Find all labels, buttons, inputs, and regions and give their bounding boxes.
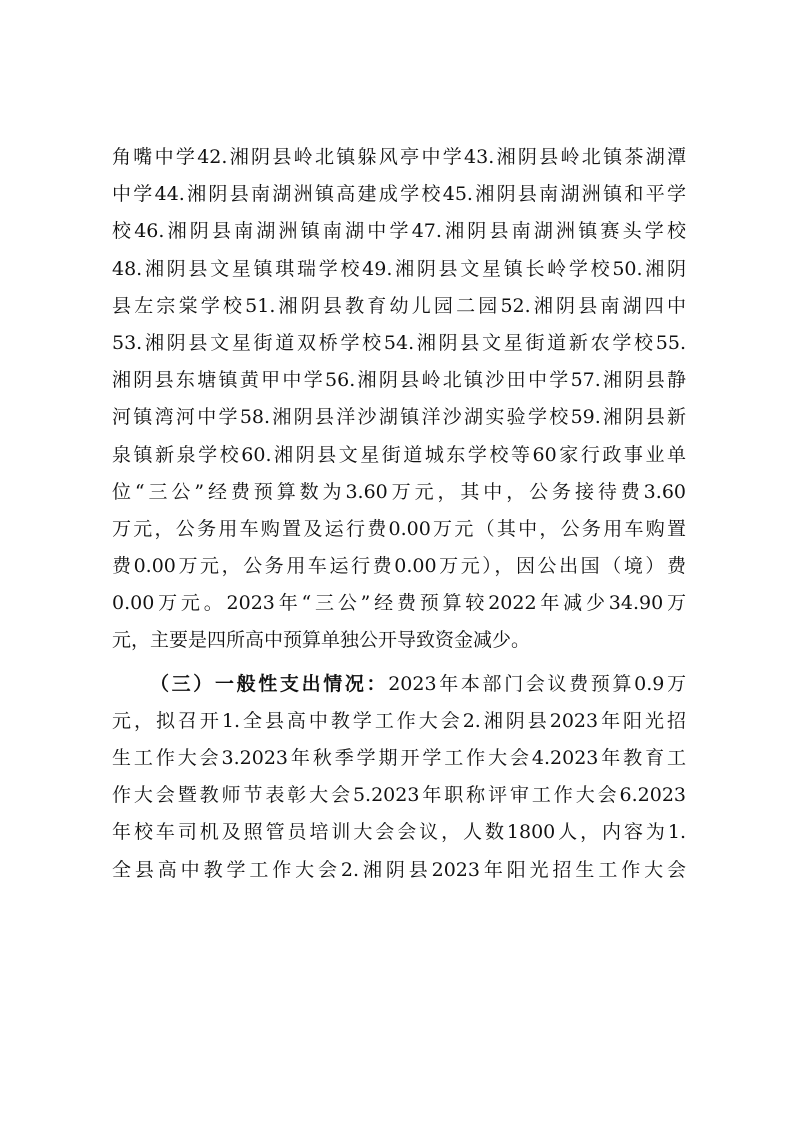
text-line: 县左宗棠学校51.湘阴县教育幼儿园二园52.湘阴县南湖四中 — [112, 294, 686, 317]
text-line: 元，拟召开1.全县高中教学工作大会2.湘阴县2023年阳光招 — [112, 709, 686, 732]
text-line: 河镇湾河中学58.湘阴县洋沙湖镇洋沙湖实验学校59.湘阴县新 — [112, 406, 686, 429]
text-line: 位“三公”经费预算数为3.60万元，其中，公务接待费3.60 — [112, 480, 686, 503]
text-line: 湘阴县东塘镇黄甲中学56.湘阴县岭北镇沙田中学57.湘阴县静 — [112, 369, 686, 392]
text-line: 53.湘阴县文星街道双桥学校54.湘阴县文星街道新农学校55. — [112, 331, 686, 354]
text-line — [112, 666, 686, 703]
body-text — [112, 139, 686, 889]
text-line: 全县高中教学工作大会2.湘阴县2023年阳光招生工作大会 — [112, 858, 686, 881]
text-line: 元，主要是四所高中预算单独公开导致资金减少。 — [112, 629, 531, 652]
text-line: 角嘴中学42.湘阴县岭北镇躲风亭中学43.湘阴县岭北镇茶湖潭 — [112, 146, 686, 168]
text-line: 作大会暨教师节表彰大会5.2023年职称评审工作大会6.2023 — [112, 784, 686, 807]
text-line: 泉镇新泉学校60.湘阴县文星街道城东学校等60家行政事业单 — [112, 443, 686, 466]
text-line: 48.湘阴县文星镇琪瑞学校49.湘阴县文星镇长岭学校50.湘阴 — [112, 257, 686, 280]
paragraph-schools-three-public-funds — [112, 139, 686, 660]
text-line: 费0.00万元，公务用车运行费0.00万元），因公出国（境）费 — [112, 555, 686, 578]
text-line: 校46.湘阴县南湖洲镇南湖中学47.湘阴县南湖洲镇赛头学校 — [112, 220, 686, 243]
text-line: 生工作大会3.2023年秋季学期开学工作大会4.2023年教育工 — [112, 747, 686, 769]
text-line: 年校车司机及照管员培训大会会议，人数1800人，内容为1. — [112, 821, 686, 844]
paragraph-general-expenditure — [112, 666, 686, 889]
heading-line-text: 2023年本部门会议费预算0.9万 — [388, 672, 686, 695]
section-heading: （三）一般性支出情况： — [150, 672, 389, 695]
text-line: 万元，公务用车购置及运行费0.00万元（其中，公务用车购置 — [112, 517, 686, 540]
text-line: 0.00万元。2023年“三公”经费预算较2022年减少34.90万 — [112, 592, 686, 615]
text-line: 中学44.湘阴县南湖洲镇高建成学校45.湘阴县南湖洲镇和平学 — [112, 183, 686, 206]
